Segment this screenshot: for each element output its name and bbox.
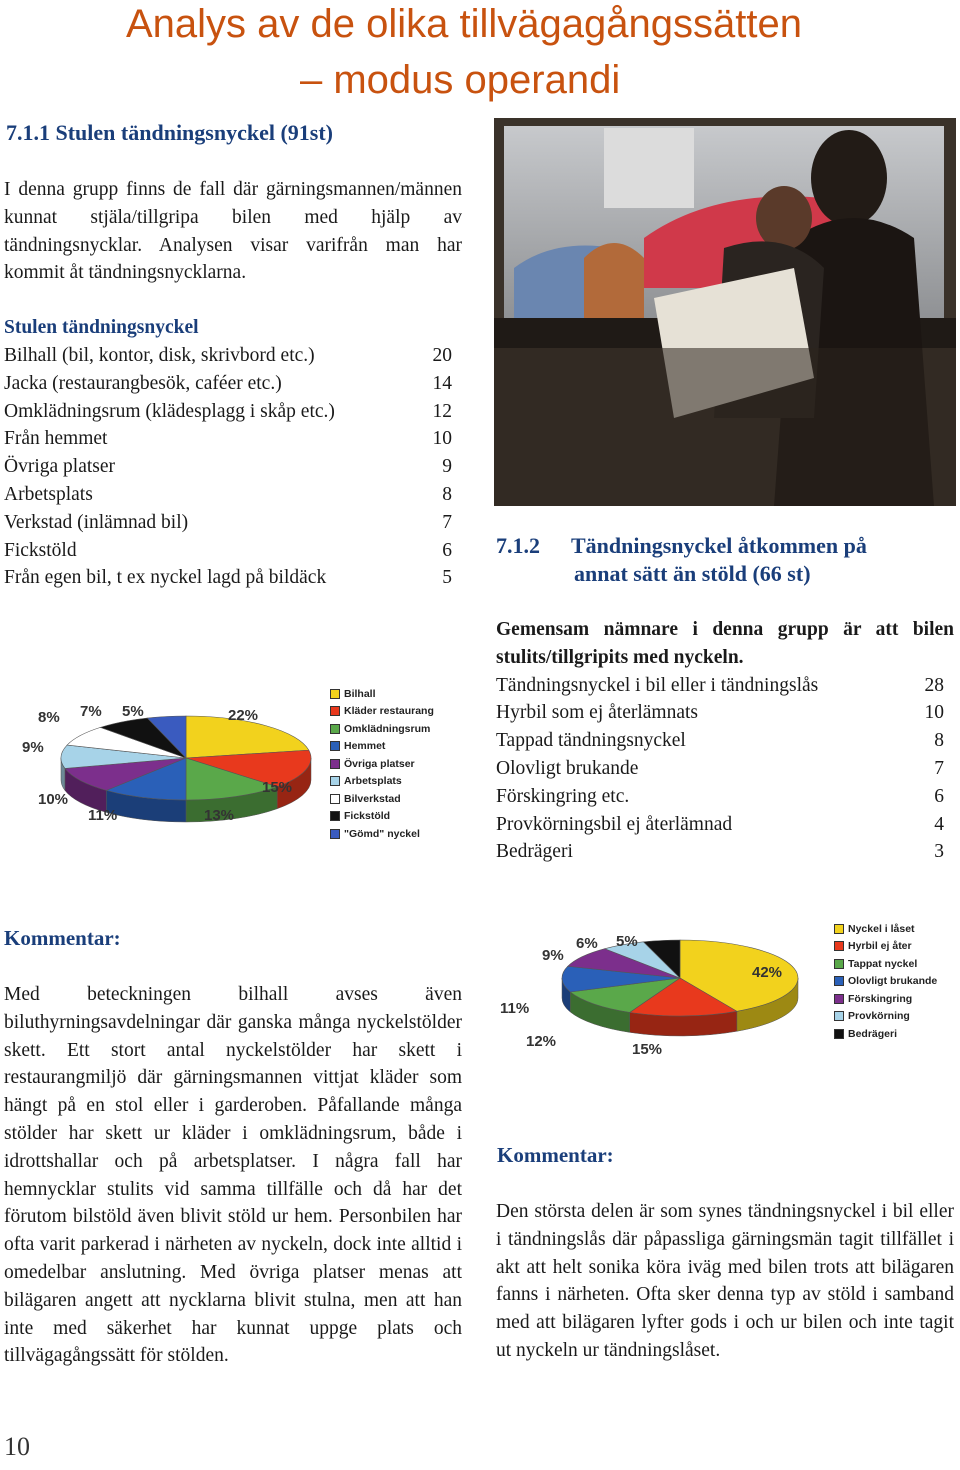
list-items bbox=[496, 672, 944, 867]
legend-item bbox=[834, 990, 937, 1008]
comment-right-text: Den största delen är som synes tändningsnyckel i bil eller i tändningslås där påpassliga gärningsmän tagit tillfället i akt att helt sonika köra iväg med bilen trots att bilägaren fanns i närheten. Ofta sker denna typ av stöld i samband med att bilägaren lyfter gods i och ur bilen och inte tagit ut nyckeln ur tändningslåset. bbox=[496, 1201, 954, 1361]
legend-label: Tappat nyckel bbox=[848, 957, 918, 970]
list-item-label: Arbetsplats bbox=[4, 483, 93, 505]
legend-swatch bbox=[834, 1029, 844, 1039]
legend-item bbox=[330, 703, 434, 721]
legend-swatch bbox=[330, 794, 340, 804]
legend-swatch bbox=[834, 959, 844, 969]
legend-swatch bbox=[330, 759, 340, 769]
list-item-label: Från hemmet bbox=[4, 428, 108, 450]
legend-item bbox=[834, 938, 937, 956]
legend-label: Bilhall bbox=[344, 687, 376, 700]
legend-item bbox=[834, 955, 937, 973]
list-item bbox=[4, 481, 452, 509]
pie-data-label: 11% bbox=[88, 807, 118, 824]
pie-data-label: 9% bbox=[542, 947, 564, 964]
list-items bbox=[4, 342, 452, 592]
photo-restaurant bbox=[494, 118, 956, 506]
pie-data-label: 5% bbox=[122, 703, 144, 720]
legend-label: Fickstöld bbox=[344, 810, 391, 823]
common-denominator: Gemensam nämnare i denna grupp är att bilen stulits/tillgripits med nyckeln. bbox=[496, 619, 954, 668]
list-item-label: Förskingring etc. bbox=[496, 785, 630, 807]
list-item-label: Jacka (restaurangbesök, caféer etc.) bbox=[4, 372, 282, 394]
legend-item bbox=[330, 755, 434, 773]
legend-item bbox=[330, 738, 434, 756]
legend-item bbox=[834, 1008, 937, 1026]
pie-data-label: 15% bbox=[262, 779, 293, 796]
pie-data-label: 9% bbox=[22, 739, 44, 756]
legend-item bbox=[834, 973, 937, 991]
list-item-value: 10 bbox=[432, 428, 452, 450]
pie-data-label: 8% bbox=[38, 709, 60, 726]
legend-swatch bbox=[330, 776, 340, 786]
legend-label: Övriga platser bbox=[344, 757, 415, 770]
list-title: Stulen tändningsnyckel bbox=[4, 317, 199, 338]
pie-data-label: 5% bbox=[616, 933, 638, 950]
list-item-value: 6 bbox=[934, 785, 944, 807]
list-item-value: 14 bbox=[432, 372, 452, 394]
pie-data-label: 12% bbox=[526, 1033, 557, 1050]
list-item bbox=[496, 755, 944, 783]
list-item-value: 10 bbox=[924, 702, 944, 724]
legend-label: Omklädningsrum bbox=[344, 722, 431, 735]
comment-left-text: Med beteckningen bilhall avses även biluthyrningsavdelningar där ganska många nyckelstölder skett. Ett stort antal nyckelstölder har skett i restaurangmiljö där gärningsmannen vittjat kläder som hängt på en stol eller i garderoben. Påfallande många stölder har skett ur kläder i omklädningsrum, både i idrottshallar och på arbetsplatser. I några fall har hemnycklar stulits vid samma tillfälle och då har det förutom bilstöld även blivit stöld ur hem. Personbilen har ofta varit parkerad i närheten av nyckeln, dock inte alltid i omedelbar anslutning. Med övriga platser menas att bilägaren angett att nycklarna blivit stulna, men att han inte med säkerhet har kunnat uppge plats och tillvägagångssätt för stölden. bbox=[4, 984, 462, 1367]
list-item-label: Tappad tändningsnyckel bbox=[496, 730, 686, 752]
legend-item bbox=[330, 685, 434, 703]
legend-swatch bbox=[330, 811, 340, 821]
page-title-line1: Analys av de olika tillvägagångssätten bbox=[126, 2, 802, 46]
pie-data-label: 10% bbox=[38, 791, 69, 808]
legend-label: Kläder restaurang bbox=[344, 705, 434, 718]
legend-item bbox=[330, 825, 434, 843]
page-title-line2: – modus operandi bbox=[300, 58, 621, 102]
list-item-label: Tändningsnyckel i bil eller i tändningslås bbox=[496, 674, 819, 696]
legend-item bbox=[330, 808, 434, 826]
pie-chart-1-legend bbox=[330, 685, 434, 843]
legend-swatch bbox=[834, 994, 844, 1004]
section-heading-712-line1: Tändningsnyckel åtkommen på bbox=[571, 533, 867, 558]
list-item-label: Från egen bil, t ex nyckel lagd på bildäck bbox=[4, 567, 327, 589]
comment-left-heading: Kommentar: bbox=[4, 926, 121, 950]
legend-swatch bbox=[330, 724, 340, 734]
legend-label: Arbetsplats bbox=[344, 775, 402, 788]
list-item bbox=[496, 727, 944, 755]
legend-swatch bbox=[834, 924, 844, 934]
list-item bbox=[496, 699, 944, 727]
legend-item bbox=[330, 773, 434, 791]
legend-label: "Gömd" nyckel bbox=[344, 827, 420, 840]
list-item bbox=[4, 564, 452, 592]
legend-swatch bbox=[330, 689, 340, 699]
pie-data-label: 11% bbox=[500, 1000, 530, 1017]
list-item bbox=[496, 838, 944, 866]
list-item-value: 9 bbox=[442, 456, 452, 478]
list-item-value: 8 bbox=[934, 730, 944, 752]
list-item-label: Omklädningsrum (klädesplagg i skåp etc.) bbox=[4, 400, 335, 422]
pie-data-label: 42% bbox=[752, 964, 783, 981]
pie-chart-2-legend bbox=[834, 920, 937, 1043]
list-item-label: Provkörningsbil ej återlämnad bbox=[496, 813, 733, 835]
legend-label: Nyckel i låset bbox=[848, 922, 915, 935]
legend-label: Bedrägeri bbox=[848, 1027, 898, 1040]
section-intro: I denna grupp finns de fall där gärningsmannen/männen kunnat stjäla/tillgripa bilen med hjälp av tändningsnycklar. Analysen visar varifrån man har kommit åt tändningsnycklarna. bbox=[4, 179, 462, 284]
legend-swatch bbox=[330, 741, 340, 751]
list-item-value: 12 bbox=[432, 400, 452, 422]
list-item-value: 4 bbox=[934, 813, 944, 835]
list-item-value: 6 bbox=[442, 539, 452, 561]
pie-data-label: 13% bbox=[204, 807, 235, 824]
legend-swatch bbox=[330, 829, 340, 839]
list-item-label: Bilhall (bil, kontor, disk, skrivbord etc.) bbox=[4, 345, 315, 366]
legend-item bbox=[834, 920, 937, 938]
list-item-value: 20 bbox=[432, 345, 452, 366]
list-item-value: 5 bbox=[442, 567, 452, 589]
stolen-key-list bbox=[4, 314, 452, 592]
photo-illustration bbox=[494, 118, 956, 506]
section-heading-711: 7.1.1 Stulen tändningsnyckel (91st) bbox=[6, 120, 334, 145]
legend-swatch bbox=[330, 706, 340, 716]
legend-item bbox=[834, 1025, 937, 1043]
list-item bbox=[4, 342, 452, 370]
list-item bbox=[4, 398, 452, 426]
legend-swatch bbox=[834, 1011, 844, 1021]
legend-label: Hemmet bbox=[344, 740, 386, 753]
list-item bbox=[4, 453, 452, 481]
legend-label: Förskingring bbox=[848, 992, 913, 1005]
list-item-label: Hyrbil som ej återlämnats bbox=[496, 702, 698, 724]
section-heading-712-num: 7.1.2 bbox=[496, 533, 540, 558]
list-item-label: Fickstöld bbox=[4, 539, 77, 561]
list-item bbox=[4, 370, 452, 398]
pie-data-label: 22% bbox=[228, 707, 259, 724]
comment-right-heading: Kommentar: bbox=[497, 1143, 614, 1167]
list-item-label: Verkstad (inlämnad bil) bbox=[4, 511, 189, 533]
pie-data-label: 7% bbox=[80, 703, 102, 720]
legend-item bbox=[330, 720, 434, 738]
list-item-label: Bedrägeri bbox=[496, 841, 573, 863]
list-item-value: 7 bbox=[934, 757, 944, 779]
legend-label: Hyrbil ej åter bbox=[848, 940, 912, 953]
legend-item bbox=[330, 790, 434, 808]
section-heading-712-line2: annat sätt än stöld (66 st) bbox=[574, 561, 811, 586]
list-item-label: Olovligt brukande bbox=[496, 757, 639, 779]
list-item bbox=[4, 425, 452, 453]
pie-chart-2 bbox=[492, 918, 952, 1068]
list-item-value: 3 bbox=[934, 841, 944, 863]
list-item-label: Övriga platser bbox=[4, 456, 116, 478]
legend-label: Olovligt brukande bbox=[848, 975, 938, 988]
list-item bbox=[496, 811, 944, 839]
page-number: 10 bbox=[4, 1432, 30, 1461]
list-item bbox=[496, 672, 944, 700]
pie-chart-2-svg bbox=[492, 918, 822, 1068]
list-item bbox=[4, 509, 452, 537]
list-item bbox=[496, 783, 944, 811]
other-access-list bbox=[496, 616, 954, 866]
pie-data-label: 15% bbox=[632, 1041, 663, 1058]
legend-label: Provkörning bbox=[848, 1010, 910, 1023]
list-item-value: 28 bbox=[924, 674, 944, 696]
legend-swatch bbox=[834, 976, 844, 986]
pie-chart-1-svg bbox=[16, 680, 336, 850]
list-item bbox=[4, 537, 452, 565]
list-item-value: 8 bbox=[442, 483, 452, 505]
legend-swatch bbox=[834, 941, 844, 951]
list-item-value: 7 bbox=[442, 511, 452, 533]
pie-chart-1 bbox=[16, 680, 456, 850]
pie-data-label: 6% bbox=[576, 935, 598, 952]
legend-label: Bilverkstad bbox=[344, 792, 401, 805]
